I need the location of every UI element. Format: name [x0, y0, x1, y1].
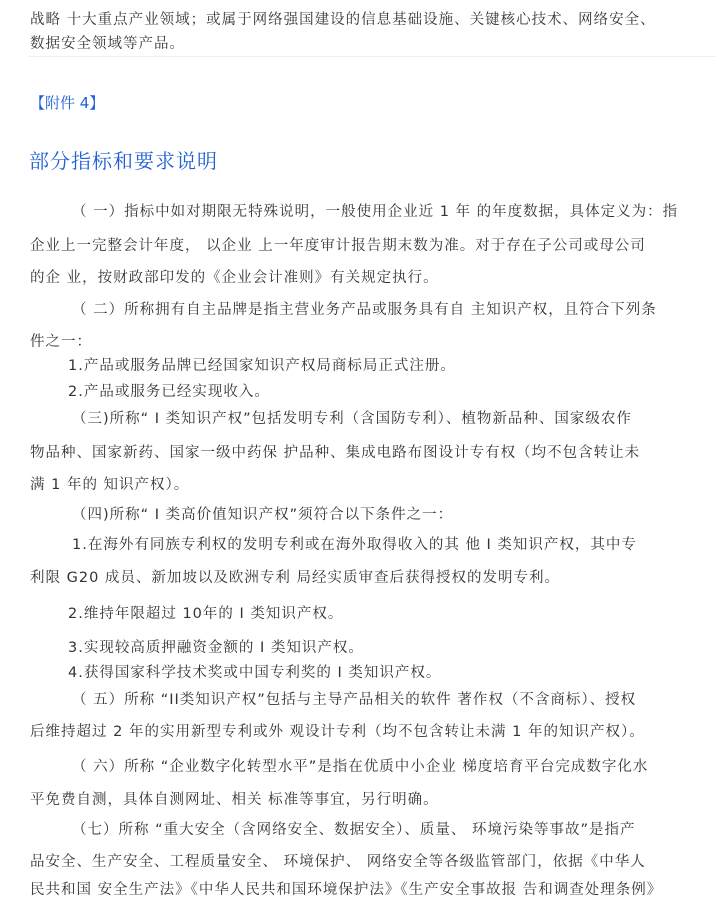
paragraph-line: 4.获得国家科学技术奖或中国专利奖的 I 类知识产权。 [68, 665, 442, 681]
paragraph-line: 民共和国 安全生产法》《中华人民共和国环境保护法》《生产安全事故报 告和调查处理条例》 [30, 882, 663, 898]
paragraph-line: 件之一： [30, 334, 92, 350]
paragraph-line: 企业上一完整会计年度， 以企业 上一年度审计报告期末数为准。对于存在子公司或母公司 [30, 238, 646, 254]
paragraph-line: 满 1 年的 知识产权）。 [30, 477, 190, 493]
attachment-label: 【附件 4】 [30, 94, 105, 112]
paragraph-line: （ 五）所称 “II类知识产权”包括与主导产品相关的软件 著作权（不含商标）、授权 [72, 692, 637, 708]
paragraph-line: 物品种、国家新药、国家一级中药保 护品种、集成电路布图设计专有权（均不包含转让未 [30, 445, 641, 461]
paragraph-line: 平免费自测，具体自测网址、相关 标准等事宜，另行明确。 [30, 792, 439, 808]
top-text-line-2: 数据安全领域等产品。 [30, 36, 185, 52]
top-text-line-1: 战略 十大重点产业领域；或属于网络强国建设的信息基础设施、关键核心技术、网络安全、 [30, 12, 656, 28]
paragraph-line: 1.在海外有同族专利权的发明专利或在海外取得收入的其 他 I 类知识产权，其中专 [72, 537, 637, 553]
paragraph-line: 利限 G20 成员、新加坡以及欧洲专利 局经实质审查后获得授权的发明专利。 [30, 570, 561, 586]
paragraph-line: （ 一）指标中如对期限无特殊说明，一般使用企业近 1 年 的年度数据，具体定义为：指 [72, 204, 679, 220]
paragraph-line: 后维持超过 2 年的实用新型专利或外 观设计专利（均不包含转让未满 1 年的知识产权）。 [30, 724, 645, 740]
paragraph-line: （四)所称“ I 类高价值知识产权”须符合以下条件之一： [72, 507, 454, 523]
paragraph-line: 品安全、生产安全、工程质量安全、 环境保护、 网络安全等各级监管部门，依据《中华人 [30, 854, 646, 870]
paragraph-line: （三)所称“ I 类知识产权”包括发明专利（含国防专利）、植物新品种、国家级农作 [72, 411, 632, 427]
paragraph-line: 1.产品或服务品牌已经国家知识产权局商标局正式注册。 [68, 358, 456, 374]
paragraph-line: 3.实现较高质押融资金额的 I 类知识产权。 [68, 640, 364, 656]
paragraph-line: （ 二）所称拥有自主品牌是指主营业务产品或服务具有自 主知识产权，且符合下列条 [72, 302, 657, 318]
paragraph-line: （ 六）所称 “企业数字化转型水平”是指在优质中小企业 梯度培育平台完成数字化水 [72, 759, 649, 775]
paragraph-line: （七）所称 “重大安全（含网络安全、数据安全）、质量、 环境污染等事故”是指产 [72, 822, 636, 838]
section-divider [28, 56, 716, 57]
paragraph-line: 的企 业，按财政部印发的《企业会计准则》有关规定执行。 [30, 270, 439, 286]
page-title: 部分指标和要求说明 [29, 149, 218, 173]
paragraph-line: 2.产品或服务已经实现收入。 [68, 384, 270, 400]
paragraph-line: 2.维持年限超过 10年的 I 类知识产权。 [68, 606, 344, 622]
